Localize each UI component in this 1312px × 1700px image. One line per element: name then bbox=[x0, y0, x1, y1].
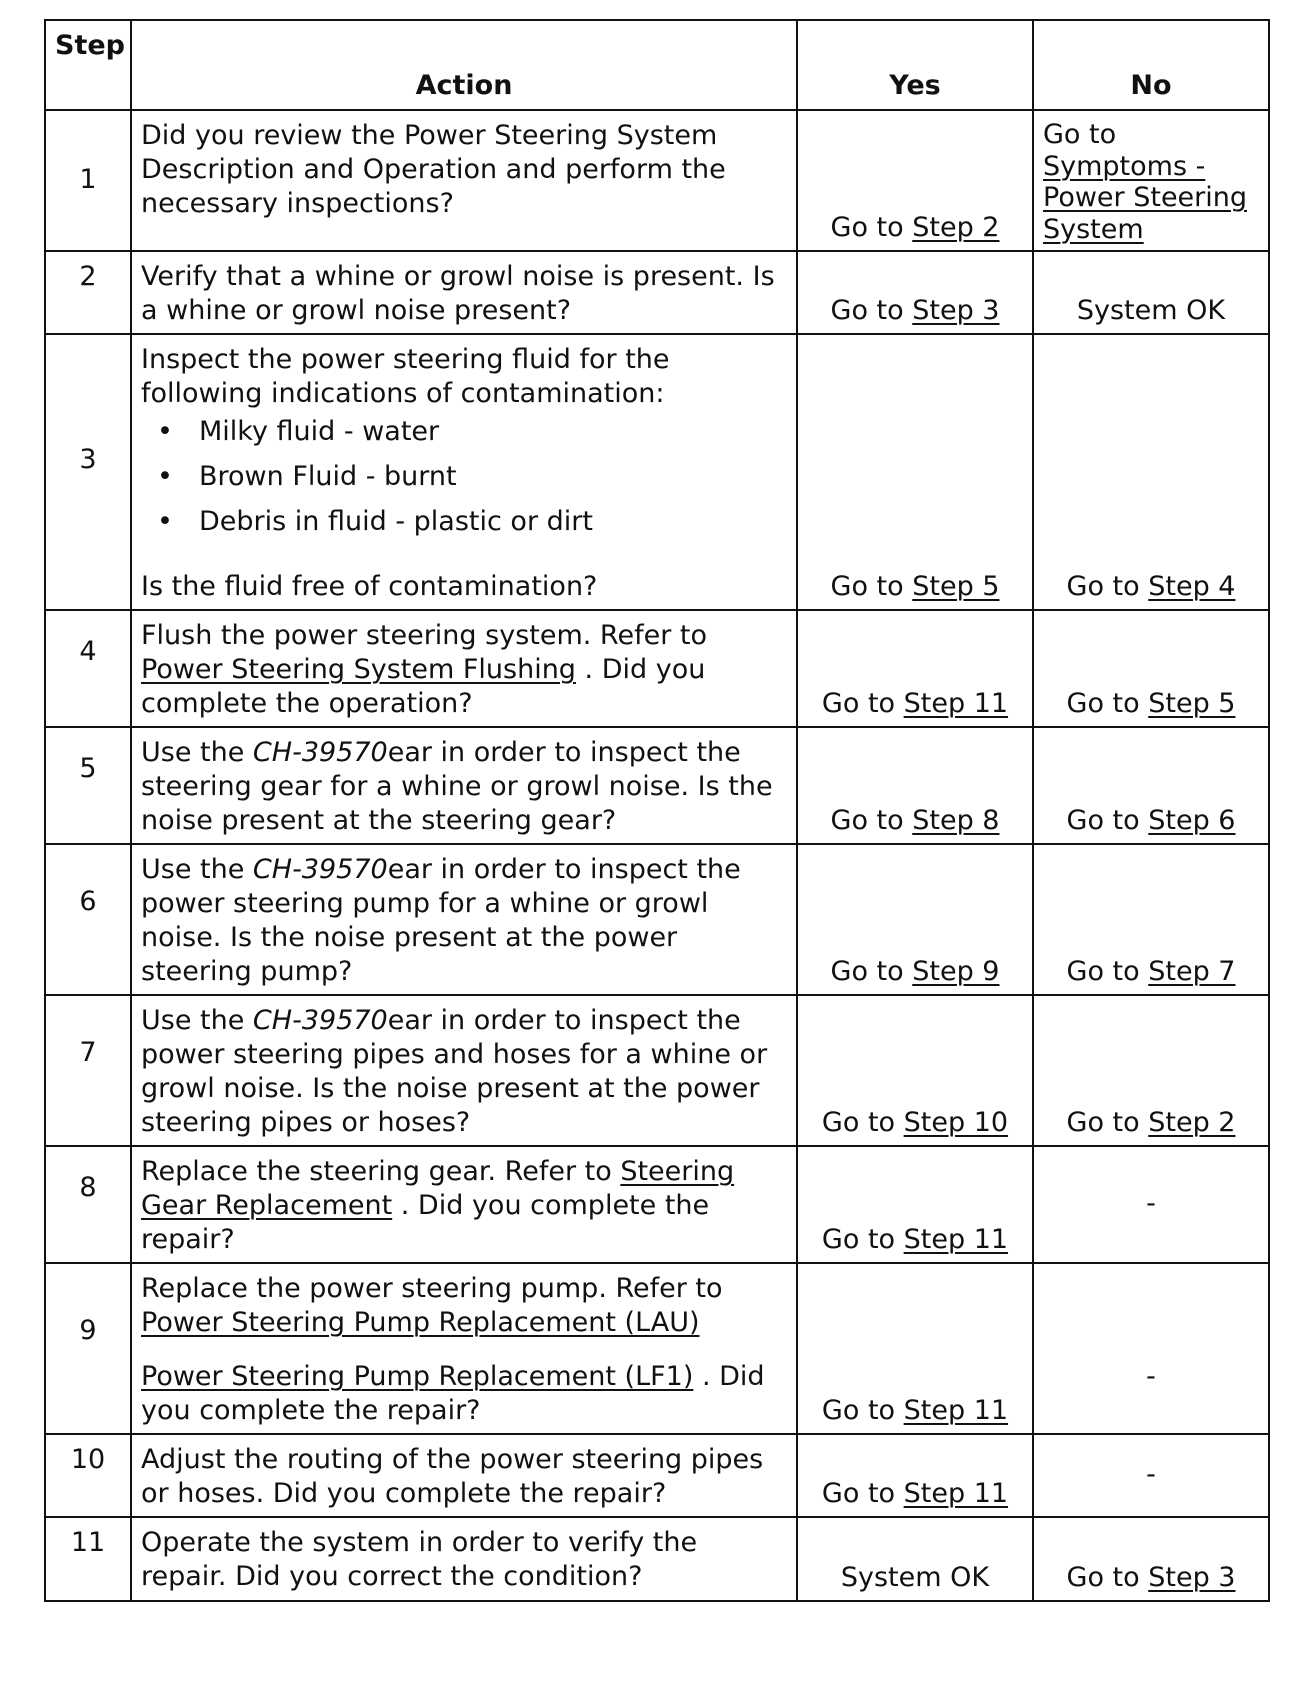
pump-replacement-lau-link[interactable]: Power Steering Pump Replacement (LAU) bbox=[141, 1307, 700, 1338]
action-text: Use the CH-39570ear in order to inspect the steering gear for a whine or growl noise. Is the noise present at the steering gear? bbox=[131, 727, 797, 844]
no-result: Go to Step 2 bbox=[1033, 995, 1269, 1146]
contamination-list bbox=[141, 415, 787, 539]
symptoms-link[interactable]: Symptoms - Power Steering System bbox=[1043, 150, 1248, 245]
no-result: Go to Step 7 bbox=[1033, 844, 1269, 995]
step-link[interactable]: Step 11 bbox=[903, 1395, 1009, 1426]
list-item: • Milky fluid - water bbox=[199, 415, 787, 449]
table-row bbox=[45, 334, 1269, 610]
header-action: Action bbox=[131, 20, 797, 110]
no-result: - bbox=[1033, 1434, 1269, 1517]
step-link[interactable]: Step 2 bbox=[912, 212, 1000, 243]
table-row bbox=[45, 844, 1269, 995]
step-number: 10 bbox=[45, 1434, 131, 1517]
step-link[interactable]: Step 11 bbox=[903, 1224, 1009, 1255]
action-text: Use the CH-39570ear in order to inspect the power steering pump for a whine or growl noise. Is the noise present at the power steering pump? bbox=[131, 844, 797, 995]
no-result: Go to Symptoms - Power Steering System bbox=[1033, 110, 1269, 251]
list-item: • Debris in fluid - plastic or dirt bbox=[199, 505, 787, 539]
yes-result: Go to Step 11 bbox=[797, 1434, 1033, 1517]
no-result: Go to Step 6 bbox=[1033, 727, 1269, 844]
step-link[interactable]: Step 6 bbox=[1148, 805, 1236, 836]
action-text: Operate the system in order to verify the repair. Did you correct the condition? bbox=[131, 1517, 797, 1601]
action-text: Use the CH-39570ear in order to inspect the power steering pipes and hoses for a whine or growl noise. Is the noise present at the power steering pipes or hoses? bbox=[131, 995, 797, 1146]
yes-result: Go to Step 8 bbox=[797, 727, 1033, 844]
yes-result: Go to Step 11 bbox=[797, 610, 1033, 727]
step-number: 4 bbox=[45, 610, 131, 727]
table-row bbox=[45, 251, 1269, 334]
step-link[interactable]: Step 9 bbox=[912, 956, 1000, 987]
step-link[interactable]: Step 7 bbox=[1148, 956, 1236, 987]
header-no: No bbox=[1033, 20, 1269, 110]
table-row bbox=[45, 110, 1269, 251]
step-link[interactable]: Step 2 bbox=[1148, 1107, 1236, 1138]
table-row bbox=[45, 727, 1269, 844]
header-row bbox=[45, 20, 1269, 110]
step-number: 7 bbox=[45, 995, 131, 1146]
tool-name: CH-39570 bbox=[252, 1005, 388, 1036]
yes-result: Go to Step 9 bbox=[797, 844, 1033, 995]
action-text bbox=[131, 334, 797, 610]
no-result: - bbox=[1033, 1263, 1269, 1434]
table-row bbox=[45, 610, 1269, 727]
yes-result: System OK bbox=[797, 1517, 1033, 1601]
no-result: System OK bbox=[1033, 251, 1269, 334]
steering-gear-replacement-link[interactable]: Steering Gear Replacement bbox=[141, 1156, 735, 1221]
step-link[interactable]: Step 11 bbox=[903, 688, 1009, 719]
step-number: 11 bbox=[45, 1517, 131, 1601]
yes-result: Go to Step 11 bbox=[797, 1263, 1033, 1434]
step-link[interactable]: Step 3 bbox=[912, 295, 1000, 326]
table-row bbox=[45, 1434, 1269, 1517]
step-link[interactable]: Step 3 bbox=[1148, 1562, 1236, 1593]
step-number: 2 bbox=[45, 251, 131, 334]
action-text: Verify that a whine or growl noise is present. Is a whine or growl noise present? bbox=[131, 251, 797, 334]
step-link[interactable]: Step 8 bbox=[912, 805, 1000, 836]
no-result: Go to Step 4 bbox=[1033, 334, 1269, 610]
action-text: Did you review the Power Steering System Description and Operation and perform the necessary inspections? bbox=[131, 110, 797, 251]
diagnostic-table bbox=[44, 19, 1270, 1602]
tool-name: CH-39570 bbox=[252, 854, 388, 885]
action-text: Replace the power steering pump. Refer to Power Steering Pump Replacement (LAU) Power Steering Pump Replacement (LF1) . Did you complete the repair? bbox=[131, 1263, 797, 1434]
action-question: Is the fluid free of contamination? bbox=[141, 571, 598, 602]
pump-replacement-lf1-link[interactable]: Power Steering Pump Replacement (LF1) bbox=[141, 1361, 694, 1392]
action-text: Adjust the routing of the power steering pipes or hoses. Did you complete the repair? bbox=[131, 1434, 797, 1517]
step-link[interactable]: Step 11 bbox=[903, 1478, 1009, 1509]
yes-result: Go to Step 10 bbox=[797, 995, 1033, 1146]
yes-result: Go to Step 11 bbox=[797, 1146, 1033, 1263]
no-result: Go to Step 5 bbox=[1033, 610, 1269, 727]
yes-result: Go to Step 3 bbox=[797, 251, 1033, 334]
no-result: - bbox=[1033, 1146, 1269, 1263]
step-link[interactable]: Step 4 bbox=[1148, 571, 1236, 602]
no-result: Go to Step 3 bbox=[1033, 1517, 1269, 1601]
yes-result: Go to Step 5 bbox=[797, 334, 1033, 610]
step-number: 1 bbox=[45, 110, 131, 251]
step-number: 5 bbox=[45, 727, 131, 844]
table-row bbox=[45, 1263, 1269, 1434]
list-item: • Brown Fluid - burnt bbox=[199, 460, 787, 494]
step-link[interactable]: Step 5 bbox=[912, 571, 1000, 602]
table-row bbox=[45, 995, 1269, 1146]
step-link[interactable]: Step 10 bbox=[903, 1107, 1009, 1138]
action-intro: Inspect the power steering fluid for the following indications of contamination: bbox=[141, 344, 670, 409]
action-text: Replace the steering gear. Refer to Steering Gear Replacement . Did you complete the repair? bbox=[131, 1146, 797, 1263]
step-number: 3 bbox=[45, 334, 131, 610]
step-number: 9 bbox=[45, 1263, 131, 1434]
step-number: 8 bbox=[45, 1146, 131, 1263]
header-step: Step bbox=[45, 20, 131, 110]
step-number: 6 bbox=[45, 844, 131, 995]
table-row bbox=[45, 1517, 1269, 1601]
yes-result: Go to Step 2 bbox=[797, 110, 1033, 251]
table-row bbox=[45, 1146, 1269, 1263]
header-yes: Yes bbox=[797, 20, 1033, 110]
step-link[interactable]: Step 5 bbox=[1148, 688, 1236, 719]
tool-name: CH-39570 bbox=[252, 737, 388, 768]
action-text: Flush the power steering system. Refer to Power Steering System Flushing . Did you complete the operation? bbox=[131, 610, 797, 727]
flushing-link[interactable]: Power Steering System Flushing bbox=[141, 654, 576, 685]
